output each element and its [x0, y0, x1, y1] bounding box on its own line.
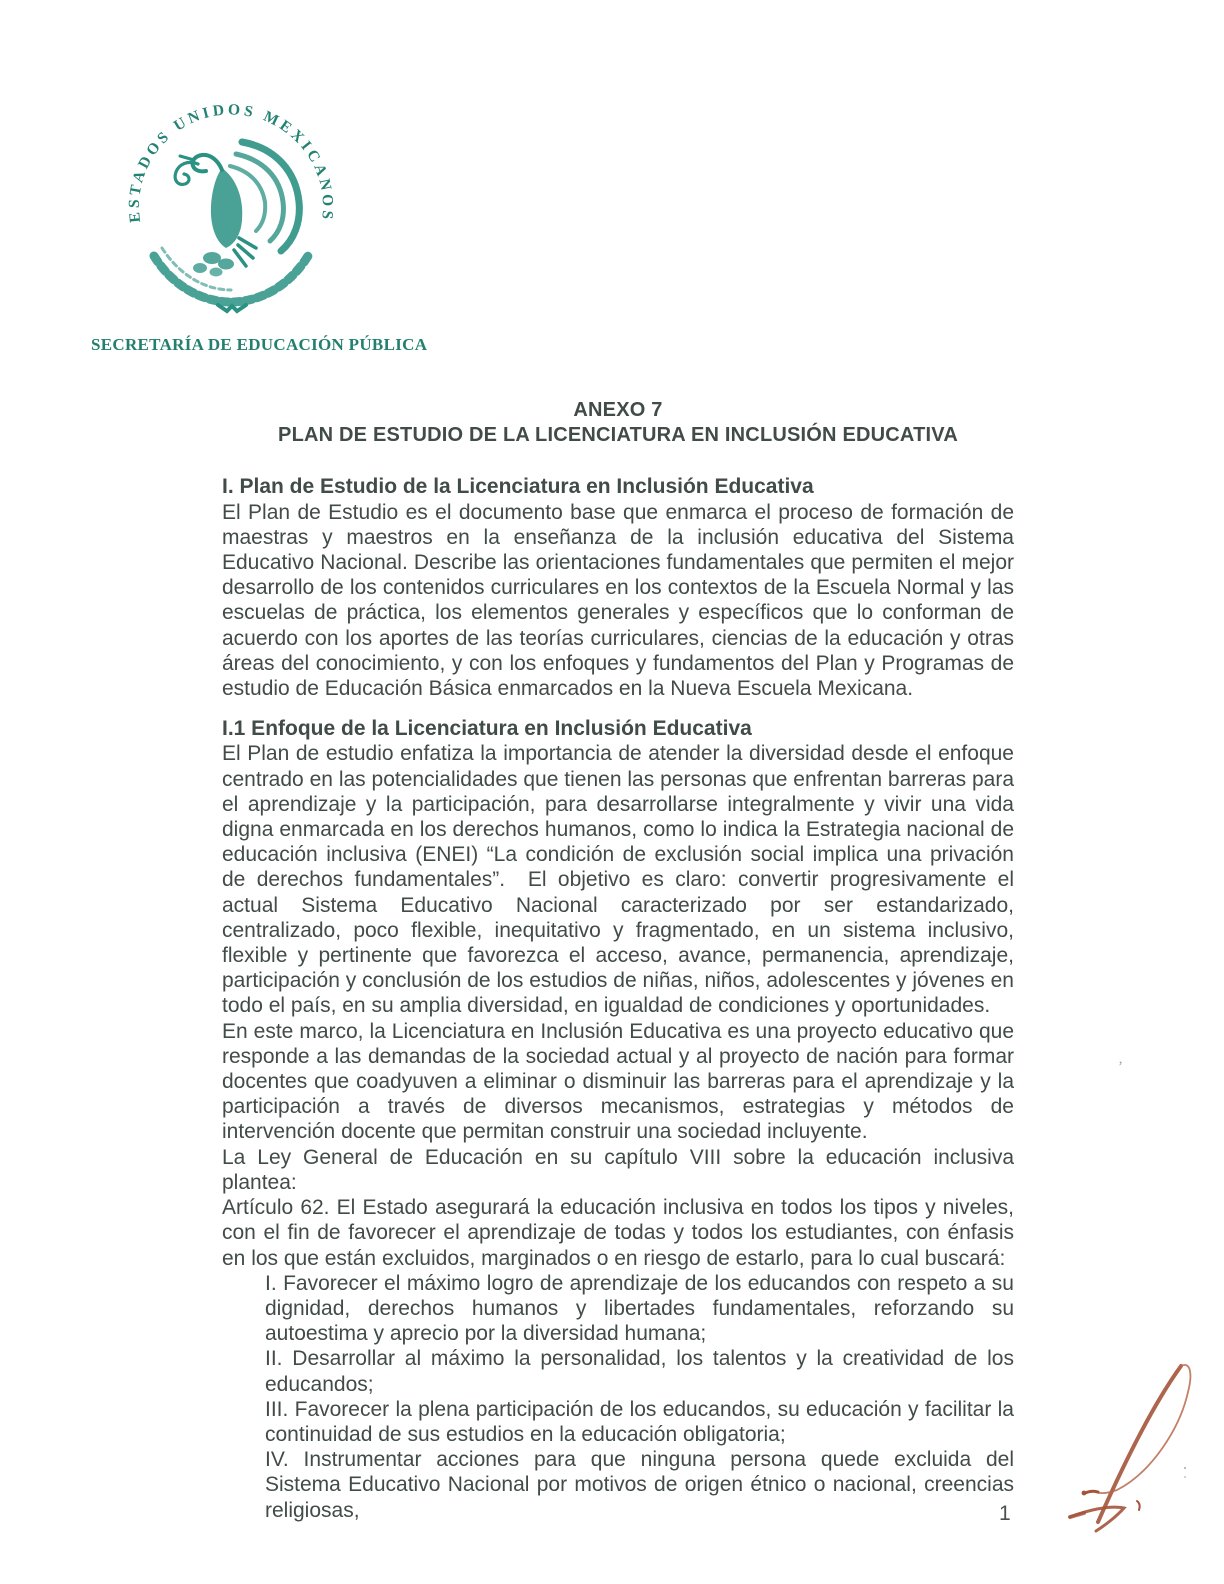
section-1-paragraph: El Plan de Estudio es el documento base que enmarca el proceso de formación de maestras y maestros en la enseñanza de la inclusión educativa del Sistema Educativo Nacional. Describe las orientaciones fundamentales que permiten el mejor desarrollo de los contenidos curriculares en los contextos de la Escuela Normal y las escuelas de práctica, los elementos generales y específicos que lo conforman de acuerdo con los aportes de las teorías curriculares, ciencias de la educación y otras áreas del conocimiento, y con los enfoques y fundamentos del Plan y Programas de estudio de Educación Básica enmarcados en la Nueva Escuela Mexicana. — [222, 500, 1014, 701]
section-1-1-paragraph-3: La Ley General de Educación en su capítulo VIII sobre la educación inclusiva plantea: — [222, 1145, 1014, 1194]
list-item-I: I. Favorecer el máximo logro de aprendizaje de los educandos con respeto a su dignidad, derechos humanos y libertades fundamentales, reforzando su autoestima y aprecio por la diversidad humana; — [265, 1271, 1014, 1346]
list-item-III: III. Favorecer la plena participación de los educandos, su educación y facilitar la continuidad de sus estudios en la educación obligatoria; — [265, 1397, 1014, 1446]
section-1-1-paragraph-1: El Plan de estudio enfatiza la importancia de atender la diversidad desde el enfoque centrado en las potencialidades que tienen las personas que enfrentan barreras para el aprendizaje y la participación, para desarrollarse integralmente y vivir una vida digna enmarcada en los derechos humanos, como lo indica la Estrategia nacional de educación inclusiva (ENEI) “La condición de exclusión social implica una privación de derechos fundamentales”. El objetivo es claro: convertir progresivamente el actual Sistema Educativo Nacional caracterizado por ser estandarizado, centralizado, poco flexible, inequitativo y fragmentado, en un sistema inclusivo, flexible y pertinente que favorezca el acceso, avance, permanencia, aprendizaje, participación y conclusión de los estudios de niñas, niños, adolescentes y jóvenes en todo el país, en su amplia diversidad, en igualdad de condiciones y oportunidades. — [222, 742, 1014, 1018]
document-title-line1: ANEXO 7 — [573, 399, 663, 421]
signature — [1040, 1340, 1224, 1560]
document-body — [222, 398, 1014, 1523]
section-1-heading: I. Plan de Estudio de la Licenciatura en Inclusión Educativa — [222, 475, 814, 499]
roman-numeral-list — [265, 1271, 1014, 1523]
eagle-emblem-icon — [154, 142, 308, 311]
page-number: 1 — [999, 1502, 1011, 1525]
document-title — [222, 398, 1014, 448]
sep-coat-of-arms-seal — [118, 98, 344, 316]
seal-circular-text: ESTADOS UNIDOS MEXICANOS — [125, 101, 337, 224]
scan-artifact: ’ — [1118, 1059, 1123, 1075]
list-item-II: II. Desarrollar al máximo la personalidad, los talentos y la creatividad de los educandos; — [265, 1347, 1014, 1396]
institution-name: SECRETARÍA DE EDUCACIÓN PÚBLICA — [91, 335, 428, 354]
section-1-1-heading: I.1 Enfoque de la Licenciatura en Inclusión Educativa — [222, 717, 752, 741]
list-item-IV: IV. Instrumentar acciones para que ninguna persona quede excluida del Sistema Educativo Nacional por motivos de origen étnico o nacional, creencias religiosas, — [265, 1448, 1014, 1522]
section-1-1-paragraph-4: Artículo 62. El Estado asegurará la educación inclusiva en todos los tipos y niveles, con el fin de favorecer el aprendizaje de todas y todos los estudiantes, con énfasis en los que están excluidos, marginados o en riesgo de estarlo, para lo cual buscará: — [222, 1196, 1014, 1270]
document-title-line2: PLAN DE ESTUDIO DE LA LICENCIATURA EN INCLUSIÓN EDUCATIVA — [278, 424, 958, 447]
section-1-1-paragraph-2: En este marco, la Licenciatura en Inclusión Educativa es una proyecto educativo que responde a las demandas de la sociedad actual y al proyecto de nación para formar docentes que coadyuven a eliminar o disminuir las barreras para el aprendizaje y la participación a través de diversos mecanismos, estrategias y métodos de intervención docente que permitan construir una sociedad incluyente. — [222, 1019, 1014, 1144]
